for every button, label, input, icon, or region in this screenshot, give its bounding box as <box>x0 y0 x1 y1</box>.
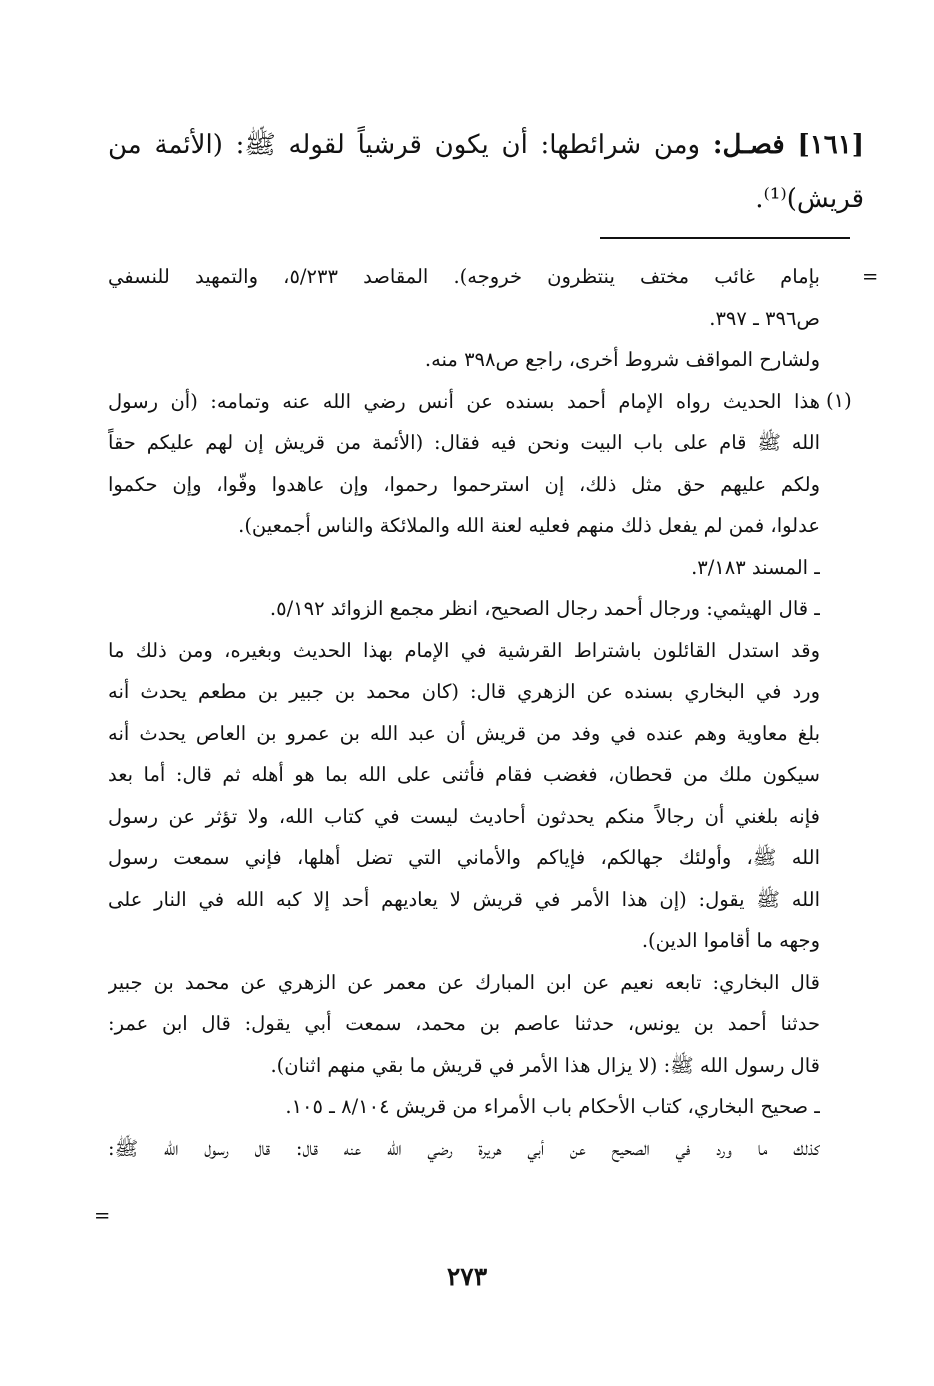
footnote-line: قال رسول الله ﷺ: (لا يزال هذا الأمر في قريش ما بقي منهم اثنان). <box>270 1053 820 1077</box>
footnote-line: ولكم عليهم حق مثل ذلك، إن استرحموا رحموا، وإن عاهدوا وفّوا، وإن حكموا <box>108 472 820 496</box>
footnote-line: ـ صحيح البخاري، كتاب الأحكام باب الأمراء من قريش ٨/١٠٤ ـ ١٠٥. <box>285 1095 820 1118</box>
continuation-mark: = <box>862 265 879 288</box>
footnote-line: ـ المسند ٣/١٨٣. <box>691 555 820 579</box>
footnote-line: حدثنا أحمد بن يونس، حدثنا عاصم بن محمد، سمعت أبي يقول: قال ابن عمر: <box>108 1012 820 1035</box>
footnote-line: كذلك ما ورد في الصحيح عن أبي هريرة رضي الله عنه قال: قال رسول الله ﷺ: <box>108 1136 820 1160</box>
page-number: ٢٧٣ <box>446 1262 488 1291</box>
footnote-separator <box>600 237 850 239</box>
footnote-line: قال البخاري: تابعه نعيم عن ابن المبارك عن معمر عن الزهري عن محمد بن جبير <box>108 970 820 994</box>
main-paragraph <box>108 118 864 226</box>
main-line-1 <box>108 118 864 172</box>
footnote-line: وقد استدل القائلون باشتراط القرشية في الإمام بهذا الحديث وبغيره، ومن ذلك ما <box>108 638 820 662</box>
section-keyword: فصـل: <box>712 130 785 160</box>
note-line: بإمام غائب مختف ينتظرون خروجه). المقاصد ٥/٢٣٣، والتمهيد للنسفي <box>108 265 820 288</box>
note-line: ولشارح المواقف شروط أخرى، راجع ص٣٩٨ منه. <box>424 348 820 371</box>
footnote-line: الله ﷺ قام على باب البيت ونحن فيه فقال: (الأئمة من قريش إن لهم عليكم حقاً <box>108 431 820 454</box>
footnote-line: بلغ معاوية وهم عنده في وفد من قريش أن عبد الله بن عمرو بن العاص يحدث أنه <box>108 721 820 745</box>
footnote-line: الله ﷺ يقول: (إن هذا الأمر في قريش لا يعاديهم أحد إلا كبه الله في النار على <box>108 887 820 911</box>
footnote-line: عدلوا، فمن لم يفعل ذلك منهم فعليه لعنة الله والملائكة والناس أجمعين). <box>238 514 820 537</box>
main-line-1-text: ومن شرائطها: أن يكون قرشياً لقوله ﷺ: (الأئمة من <box>108 130 701 160</box>
footnote-line: ورد في البخاري بسنده عن الزهري قال: (كان محمد بن جبير بن مطعم يحدث أنه <box>108 680 820 703</box>
main-line-2: قريش)⁽¹⁾. <box>755 184 864 214</box>
footnote-line: الله ﷺ، وأولئك جهالكم، فإياكم والأماني التي تضل أهلها، فإني سمعت رسول <box>108 846 820 869</box>
section-number: [١٦١] <box>797 130 865 160</box>
footnote-line: ـ قال الهيثمي: ورجال أحمد رجال الصحيح، انظر مجمع الزوائد ٥/١٩٢. <box>269 597 820 620</box>
footnotes-block <box>108 256 820 1169</box>
footnote-line: هذا الحديث رواه الإمام أحمد بسنده عن أنس رضي الله عنه وتمامه: (أن رسول <box>108 389 820 413</box>
footnote-line: فإنه بلغني أن رجالاً منكم يحدثون أحاديث ليست في كتاب الله، ولا تؤثر عن رسول <box>108 804 820 828</box>
footnote-line: سيكون ملك من قحطان، فغضب فقام فأثنى على الله بما هو أهله ثم قال: أما بعد <box>108 763 820 786</box>
footnote-line: وجهه ما أقاموا الدين). <box>641 929 820 952</box>
note-line: ص٣٩٦ ـ ٣٩٧. <box>709 306 820 330</box>
trailing-continuation-mark: = <box>94 1204 111 1227</box>
footnote-marker: (١) <box>826 389 852 412</box>
